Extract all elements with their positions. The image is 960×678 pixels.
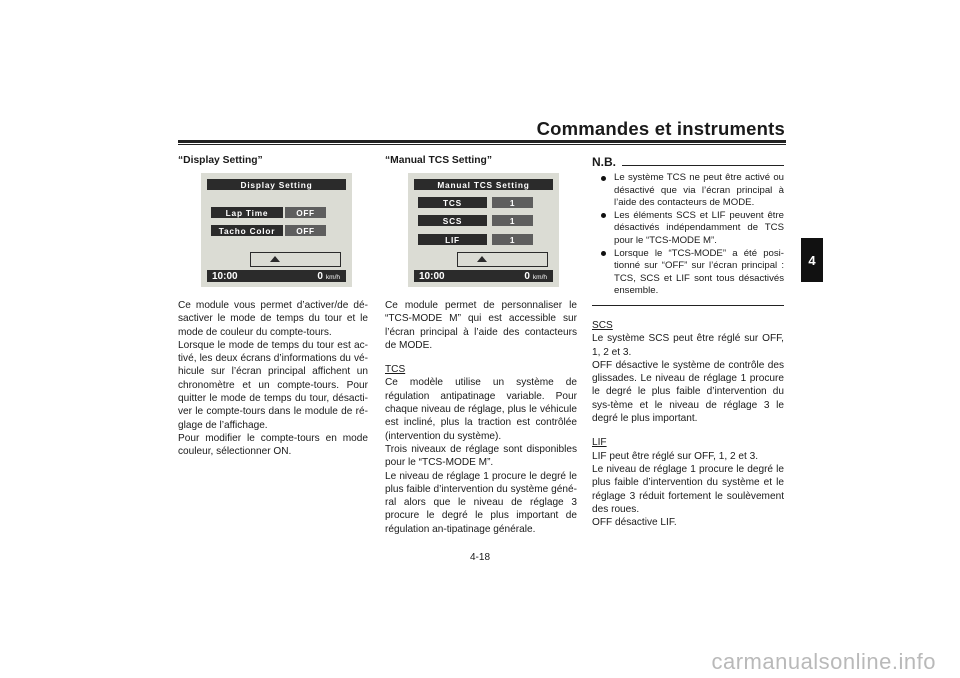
header-rule bbox=[178, 140, 786, 143]
chapter-tab: 4 bbox=[801, 238, 823, 282]
clock-readout: 10:00 bbox=[212, 271, 238, 282]
lif-value: 1 bbox=[492, 234, 533, 245]
speed-readout: 0 bbox=[317, 271, 323, 282]
bullet-icon bbox=[601, 213, 606, 218]
scroll-up-indicator bbox=[457, 252, 548, 267]
bullet-icon bbox=[601, 176, 606, 181]
paragraph: Ce modèle utilise un système de régulation antipatinage variable. Pour chaque niveau de réglage, plus le véhicule est incliné, plus la traction est contrôlée (intervention du système). bbox=[385, 377, 577, 442]
bullet-icon bbox=[601, 251, 606, 256]
status-bar bbox=[414, 270, 553, 282]
status-bar bbox=[207, 270, 346, 282]
tacho-color-value: OFF bbox=[285, 225, 326, 236]
paragraph: Le système SCS peut être réglé sur OFF, 1, 2 et 3. bbox=[592, 333, 784, 358]
up-triangle-icon bbox=[477, 256, 487, 262]
speed-readout: 0 bbox=[524, 271, 530, 282]
lap-time-label: Lap Time bbox=[211, 207, 283, 218]
lif-label: LIF bbox=[418, 234, 487, 245]
speed-unit: km/h bbox=[532, 274, 547, 281]
scs-label: SCS bbox=[418, 215, 487, 226]
paragraph: Pour modifier le compte-tours en mode couleur, sélectionner ON. bbox=[178, 432, 368, 458]
speed-unit: km/h bbox=[325, 274, 340, 281]
list-item: Lorsque le “TCS-MODE” a été posi-tionné sur “OFF” sur l’écran principal : TCS, SCS et LIF sont tous désactivés ensemble. bbox=[592, 248, 784, 298]
list-item: Le système TCS ne peut être activé ou désactivé que via l’écran principal à l’aide des contacteurs de MODE. bbox=[592, 172, 784, 210]
middle-column-text bbox=[385, 299, 577, 536]
up-triangle-icon bbox=[270, 256, 280, 262]
header-rule-thin bbox=[178, 144, 786, 145]
right-column-text bbox=[592, 319, 784, 529]
scroll-up-indicator bbox=[250, 252, 341, 267]
paragraph: LIF peut être réglé sur OFF, 1, 2 et 3. bbox=[592, 450, 759, 462]
nb-title: N.B. bbox=[592, 155, 616, 169]
lif-subheading: LIF bbox=[592, 437, 607, 449]
tacho-color-label: Tacho Color bbox=[211, 225, 283, 236]
paragraph: Le niveau de réglage 1 procure le degré le plus faible d’intervention du système et le réglage 3 réduit fortement le soulèvement des roues. bbox=[592, 463, 784, 515]
clock-readout: 10:00 bbox=[419, 271, 445, 282]
paragraph: Ce module vous permet d’activer/de dé-sactiver le mode de temps du tour et le mode de couleur du compte-tours. bbox=[178, 300, 368, 338]
manual-tcs-screen bbox=[408, 173, 559, 287]
screen-title-bar: Manual TCS Setting bbox=[414, 179, 553, 190]
nb-top-rule bbox=[622, 165, 784, 166]
nb-bottom-rule bbox=[592, 305, 784, 306]
display-setting-heading: “Display Setting” bbox=[178, 155, 263, 166]
paragraph: Ce module permet de personnaliser le “TCS-MODE M” qui est accessible sur l’écran principal à l’aide des contacteurs de MODE. bbox=[385, 300, 577, 351]
list-item: Les éléments SCS et LIF peuvent être désactivés indépendamment de TCS pour le “TCS-MODE M”. bbox=[592, 210, 784, 248]
manual-tcs-heading: “Manual TCS Setting” bbox=[385, 155, 492, 166]
middle-column bbox=[385, 154, 577, 167]
paragraph: Le niveau de réglage 1 procure le degré le plus faible d’intervention du système géné-ral alors que le niveau de réglage 3 procure le degré le plus important de régulation an-tipatinage générale. bbox=[385, 470, 577, 535]
page-header-title: Commandes et instruments bbox=[536, 118, 785, 139]
tcs-value: 1 bbox=[492, 197, 533, 208]
screen-title-bar: Display Setting bbox=[207, 179, 346, 190]
nb-box bbox=[592, 172, 784, 298]
paragraph: OFF désactive le système de contrôle des glissades. Le niveau de réglage 1 procure le degré le plus faible d’intervention du sys-tème et le niveau de réglage 3 le degré le plus important. bbox=[592, 359, 784, 425]
paragraph: Lorsque le mode de temps du tour est ac-tivé, les deux écrans d’informations du vé-hicule sur l’écran principal affichent un chronomètre et un compte-tours. Pour quitter le mode de temps du tour, désacti-ver le compte-tours dans le module de ré-glage de l’affichage. bbox=[178, 339, 368, 431]
scs-value: 1 bbox=[492, 215, 533, 226]
lap-time-value: OFF bbox=[285, 207, 326, 218]
left-column-text bbox=[178, 299, 368, 459]
scs-subheading: SCS bbox=[592, 320, 613, 331]
display-setting-screen bbox=[201, 173, 352, 287]
paragraph: Trois niveaux de réglage sont disponibles pour le “TCS-MODE M”. bbox=[385, 443, 577, 469]
watermark: carmanualsonline.info bbox=[711, 649, 936, 674]
tcs-subheading: TCS bbox=[385, 364, 406, 376]
tcs-label: TCS bbox=[418, 197, 487, 208]
page-number: 4-18 bbox=[469, 552, 490, 563]
paragraph: OFF désactive LIF. bbox=[592, 517, 677, 529]
left-column bbox=[178, 154, 368, 167]
